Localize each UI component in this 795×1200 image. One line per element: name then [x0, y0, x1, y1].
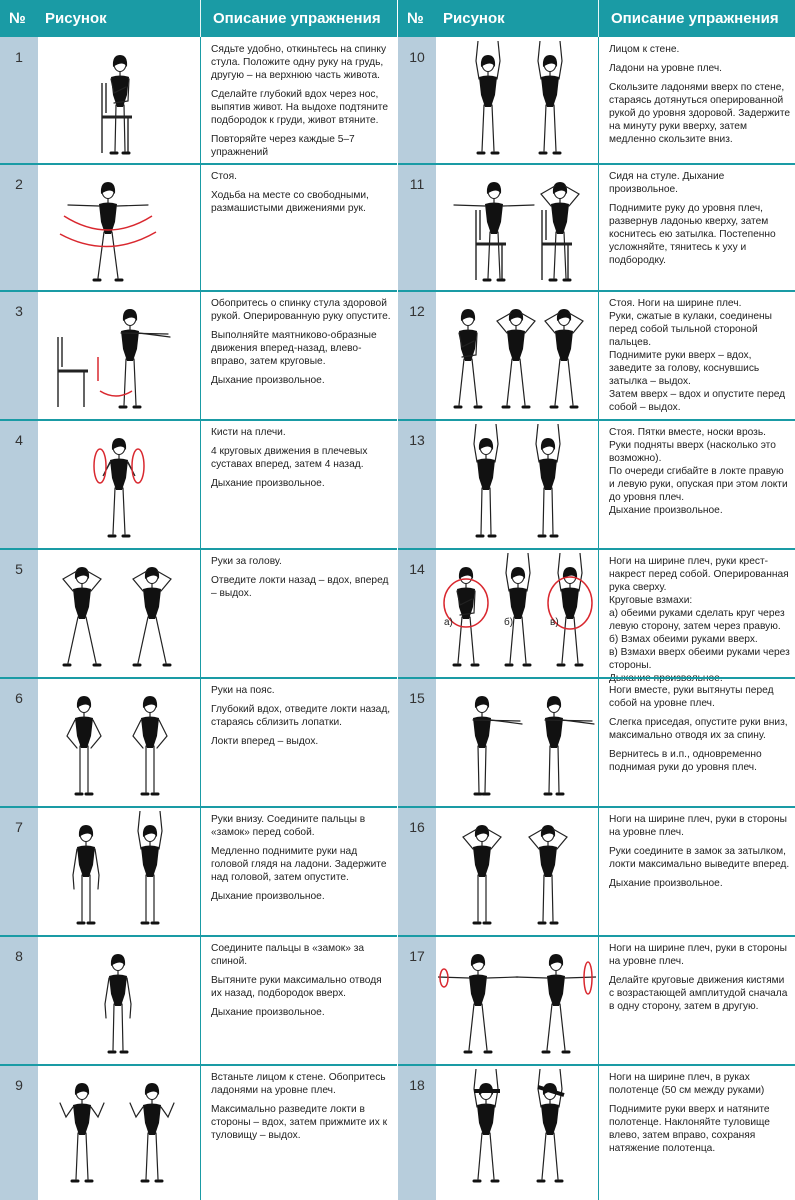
- header-description: Описание упражнения: [213, 10, 381, 27]
- exercise-row: [0, 37, 397, 164]
- exercise-figure: [138, 811, 162, 923]
- exercise-row: [0, 936, 397, 1065]
- exercise-number: 8: [15, 948, 23, 964]
- exercise-figure: [68, 182, 148, 280]
- exercise-illustration: [40, 41, 198, 159]
- header-description: Описание упражнения: [611, 10, 779, 27]
- description-paragraph: Медленно поднимите руки над головой глядя на ладони. Задержите над головой, затем опустите.: [211, 846, 387, 883]
- row-divider: [0, 677, 397, 679]
- description-paragraph: Выполняйте маятниково-образные движения вперед-назад, влево-вправо, затем круговые.: [211, 330, 377, 367]
- exercise-number: 16: [409, 819, 425, 835]
- description-paragraph: Ноги вместе, руки вытянуты перед собой на уровне плеч.: [609, 685, 774, 709]
- exercise-row: [0, 807, 397, 936]
- exercise-row: [0, 164, 397, 291]
- description-paragraph: Дыхание произвольное.: [211, 1007, 325, 1018]
- exercise-description: [211, 813, 393, 909]
- exercise-number: 2: [15, 176, 23, 192]
- description-paragraph: Дыхание произвольное.: [211, 891, 325, 902]
- exercise-figure: [497, 309, 535, 407]
- row-divider: [398, 419, 795, 421]
- exercise-illustration: [40, 1069, 198, 1187]
- exercise-figure: [438, 954, 518, 1052]
- description-paragraph: Дыхание произвольное.: [211, 478, 325, 489]
- exercise-number: 13: [409, 432, 425, 448]
- description-paragraph: Дыхание произвольное.: [211, 375, 325, 386]
- figure-label: б): [504, 617, 514, 628]
- exercise-row: [0, 1065, 397, 1198]
- description-paragraph: Руки подняты вверх (насколько это возможно).: [609, 440, 776, 464]
- exercise-figure: [103, 438, 135, 536]
- row-divider: [398, 935, 795, 937]
- description-paragraph: Лицом к стене.: [609, 44, 680, 55]
- description-paragraph: а) обеими руками сделать круг через левую сторону, затем через правую.: [609, 608, 785, 632]
- exercise-illustration: [438, 940, 596, 1058]
- exercise-number: 15: [409, 690, 425, 706]
- description-paragraph: Поднимите руку до уровня плеч, развернув ладонью кверху, затем коснитесь ею затылка. Постепенно усложняйте, тянитесь к уху и подбородку.: [609, 203, 776, 266]
- description-paragraph: Поднимите руки вверх и натяните полотенце. Наклоняйте туловище влево, затем вправо, сохраняя натяжение полотенца.: [609, 1104, 770, 1154]
- row-divider: [0, 1064, 397, 1066]
- row-divider: [398, 548, 795, 550]
- exercise-figure: [558, 553, 582, 665]
- exercise-illustration: [438, 168, 596, 286]
- exercise-number: 18: [409, 1077, 425, 1093]
- exercise-illustration: [438, 41, 596, 159]
- description-paragraph: Повторяйте через каждые 5–7 упражнений: [211, 134, 355, 158]
- description-paragraph: Вытяните руки максимально отводя их назад, подбородок вверх.: [211, 975, 382, 999]
- exercise-description: [211, 43, 393, 165]
- exercise-number: 9: [15, 1077, 23, 1093]
- exercise-number: 1: [15, 49, 23, 65]
- exercise-figure: [133, 696, 167, 794]
- description-paragraph: Максимально разведите локти в стороны – вдох, затем прижмите их к туловищу – выдох.: [211, 1104, 388, 1141]
- description-paragraph: Стоя. Пятки вместе, носки врозь.: [609, 427, 766, 438]
- table-header-left: [0, 0, 397, 37]
- exercise-illustration: [40, 682, 198, 800]
- exercise-number: 5: [15, 561, 23, 577]
- chair-figure: [58, 337, 88, 407]
- exercise-illustration: [438, 424, 596, 542]
- description-paragraph: Кисти на плечи.: [211, 427, 286, 438]
- exercise-description: [211, 1071, 393, 1148]
- description-paragraph: Делайте круговые движения кистями с возрастающей амплитудой сначала в одну сторону, затем в другую.: [609, 975, 788, 1012]
- exercise-figure: [130, 1083, 174, 1181]
- table-left: [0, 0, 397, 1200]
- exercise-row: [398, 37, 795, 164]
- description-paragraph: Руки на пояс.: [211, 685, 275, 696]
- exercise-figure: [455, 309, 481, 407]
- description-paragraph: 4 круговых движения в плечевых суставах вперед, затем 4 назад.: [211, 446, 368, 470]
- description-paragraph: Руки соедините в замок за затылком, локти максимально выведите вперед.: [609, 846, 790, 870]
- description-paragraph: Локти вперед – выдох.: [211, 736, 319, 747]
- exercise-number: 10: [409, 49, 425, 65]
- exercise-illustration: [40, 940, 198, 1058]
- exercise-description: [609, 43, 791, 152]
- header-num: №: [9, 10, 26, 27]
- description-paragraph: Стоя. Ноги на ширине плеч.: [609, 298, 742, 309]
- exercise-description: [609, 942, 791, 1019]
- exercise-row: [398, 1065, 795, 1198]
- description-paragraph: Круговые взмахи:: [609, 595, 693, 606]
- exercise-figure: [474, 1069, 498, 1181]
- row-divider: [0, 419, 397, 421]
- exercise-illustration: [40, 295, 198, 413]
- exercise-number: 4: [15, 432, 23, 448]
- exercise-figure: [120, 309, 170, 407]
- table-right: [398, 0, 795, 1200]
- row-divider: [0, 806, 397, 808]
- header-divider: [598, 0, 599, 37]
- motion-arrow: [60, 232, 156, 247]
- exercise-figure: [463, 825, 501, 923]
- exercise-number: 3: [15, 303, 23, 319]
- description-paragraph: в) Взмахи вверх обеими руками через стороны.: [609, 647, 790, 671]
- exercise-figure: [63, 567, 101, 665]
- header-picture: Рисунок: [443, 10, 505, 27]
- exercise-figure: [454, 182, 534, 280]
- exercise-figure: [538, 1069, 562, 1181]
- exercise-row: [0, 291, 397, 420]
- exercise-illustration: [40, 811, 198, 929]
- exercise-description: [211, 942, 393, 1025]
- exercise-figure: [529, 825, 567, 923]
- description-paragraph: Стоя.: [211, 171, 237, 182]
- exercise-number: 6: [15, 690, 23, 706]
- description-paragraph: Дыхание произвольное.: [609, 878, 723, 889]
- description-paragraph: Сидя на стуле. Дыхание произвольное.: [609, 171, 725, 195]
- table-header-right: [398, 0, 795, 37]
- figure-label: а): [444, 617, 453, 628]
- description-paragraph: Поднимите руки вверх – вдох, заведите за голову, коснувшись затылка – выдох.: [609, 350, 760, 387]
- description-paragraph: Руки, сжатые в кулаки, соединены перед собой тыльной стороной пальцев.: [609, 311, 772, 348]
- description-paragraph: Ноги на ширине плеч, руки в стороны на уровне плеч.: [609, 943, 787, 967]
- exercise-number: 11: [409, 176, 425, 192]
- exercise-figure: [67, 696, 101, 794]
- exercise-illustration: [438, 811, 596, 929]
- description-paragraph: Ноги на ширине плеч, руки крест-накрест перед собой. Оперированная рука сверху.: [609, 556, 789, 593]
- exercise-number: 12: [409, 303, 425, 319]
- row-divider: [398, 677, 795, 679]
- motion-arrow: [100, 391, 132, 396]
- row-divider: [0, 163, 397, 165]
- exercise-figure: [506, 553, 530, 665]
- exercise-row: [398, 678, 795, 807]
- exercise-description: [211, 297, 393, 393]
- description-paragraph: Глубокий вдох, отведите локти назад, стараясь сблизить лопатки.: [211, 704, 391, 728]
- exercise-description: [609, 813, 791, 896]
- exercise-row: [398, 549, 795, 678]
- exercise-illustration: [438, 1069, 596, 1187]
- description-paragraph: Встаньте лицом к стене. Обопритесь ладонями на уровне плеч.: [211, 1072, 386, 1096]
- exercise-figure: [545, 696, 594, 794]
- exercise-row: [398, 807, 795, 936]
- exercise-figure: [60, 1083, 104, 1181]
- description-paragraph: б) Взмах обеими руками вверх.: [609, 634, 758, 645]
- exercise-illustration: [40, 424, 198, 542]
- exercise-number: 14: [409, 561, 425, 577]
- row-divider: [398, 290, 795, 292]
- exercise-row: [398, 420, 795, 549]
- exercise-figure: [545, 309, 583, 407]
- header-divider: [200, 0, 201, 37]
- row-divider: [0, 935, 397, 937]
- description-paragraph: Обопритесь о спинку стула здоровой рукой. Оперированную руку опустите.: [211, 298, 391, 322]
- exercise-figure: [111, 55, 129, 153]
- exercise-figure: [105, 954, 131, 1052]
- row-divider: [0, 548, 397, 550]
- exercise-description: [609, 1071, 791, 1161]
- exercise-description: [609, 297, 791, 414]
- description-paragraph: Ходьба на месте со свободными, размашистыми движениями рук.: [211, 190, 369, 214]
- exercise-figure: [133, 567, 171, 665]
- exercise-figure: [454, 567, 478, 665]
- header-num: №: [407, 10, 424, 27]
- exercise-description: [609, 684, 791, 780]
- description-paragraph: Ноги на ширине плеч, руки в стороны на уровне плеч.: [609, 814, 787, 838]
- description-paragraph: Дыхание произвольное.: [609, 505, 723, 516]
- description-paragraph: Слегка приседая, опустите руки вниз, максимально отводя их за спину.: [609, 717, 788, 741]
- row-divider: [398, 806, 795, 808]
- description-paragraph: По очереди сгибайте в локте правую и левую руки, опуская при этом локти до уровня плеч.: [609, 466, 788, 503]
- exercise-figure: [73, 825, 99, 923]
- row-divider: [398, 1064, 795, 1066]
- exercise-figure: [541, 182, 579, 280]
- exercise-row: [398, 291, 795, 420]
- exercise-illustration: [438, 295, 596, 413]
- description-paragraph: Отведите локти назад – вдох, вперед – выдох.: [211, 575, 389, 599]
- exercise-number: 17: [409, 948, 425, 964]
- description-paragraph: Затем вверх – вдох и опустите перед собой – выдох.: [609, 389, 786, 413]
- exercise-figure: [474, 424, 498, 536]
- exercise-figure: [476, 41, 500, 153]
- figure-label: в): [550, 617, 559, 628]
- header-picture: Рисунок: [45, 10, 107, 27]
- exercise-description: [609, 426, 791, 517]
- exercise-description: [211, 426, 393, 496]
- description-paragraph: Руки внизу. Соедините пальцы в «замок» перед собой.: [211, 814, 366, 838]
- description-paragraph: Руки за голову.: [211, 556, 282, 567]
- exercise-illustration: [40, 168, 198, 286]
- exercise-illustration: [40, 553, 198, 671]
- exercise-figure: [473, 696, 522, 794]
- row-divider: [398, 163, 795, 165]
- exercise-description: [609, 170, 791, 273]
- row-divider: [0, 290, 397, 292]
- exercise-row: [0, 420, 397, 549]
- exercise-row: [398, 164, 795, 291]
- exercise-row: [0, 678, 397, 807]
- exercise-description: [211, 684, 393, 754]
- description-paragraph: Ноги на ширине плеч, в руках полотенце (50 см между руками): [609, 1072, 765, 1096]
- description-paragraph: Соедините пальцы в «замок» за спиной.: [211, 943, 365, 967]
- exercise-row: [0, 549, 397, 678]
- exercise-figure: [538, 41, 562, 153]
- exercise-description: [609, 555, 791, 685]
- exercise-illustration: [438, 553, 596, 671]
- exercise-illustration: [438, 682, 596, 800]
- description-paragraph: Вернитесь в и.п., одновременно поднимая руки до уровня плеч.: [609, 749, 762, 773]
- exercise-description: [211, 555, 393, 606]
- exercise-description: [211, 170, 393, 221]
- exercise-number: 7: [15, 819, 23, 835]
- description-paragraph: Сядьте удобно, откиньтесь на спинку стула. Положите одну руку на грудь, другую – на верхнюю часть живота.: [211, 44, 387, 81]
- description-paragraph: Ладони на уровне плеч.: [609, 63, 723, 74]
- exercise-row: [398, 936, 795, 1065]
- description-paragraph: Сделайте глубокий вдох через нос, выпятив живот. На выдохе подтяните подбородок к груди, живот втяните.: [211, 89, 388, 126]
- description-paragraph: Скользите ладонями вверх по стене, стараясь дотянуться оперированной рукой до уровня здоровой. Задержите на минуту руки вверху, затем медленно скользите вниз.: [609, 82, 791, 145]
- exercise-figure: [536, 424, 560, 536]
